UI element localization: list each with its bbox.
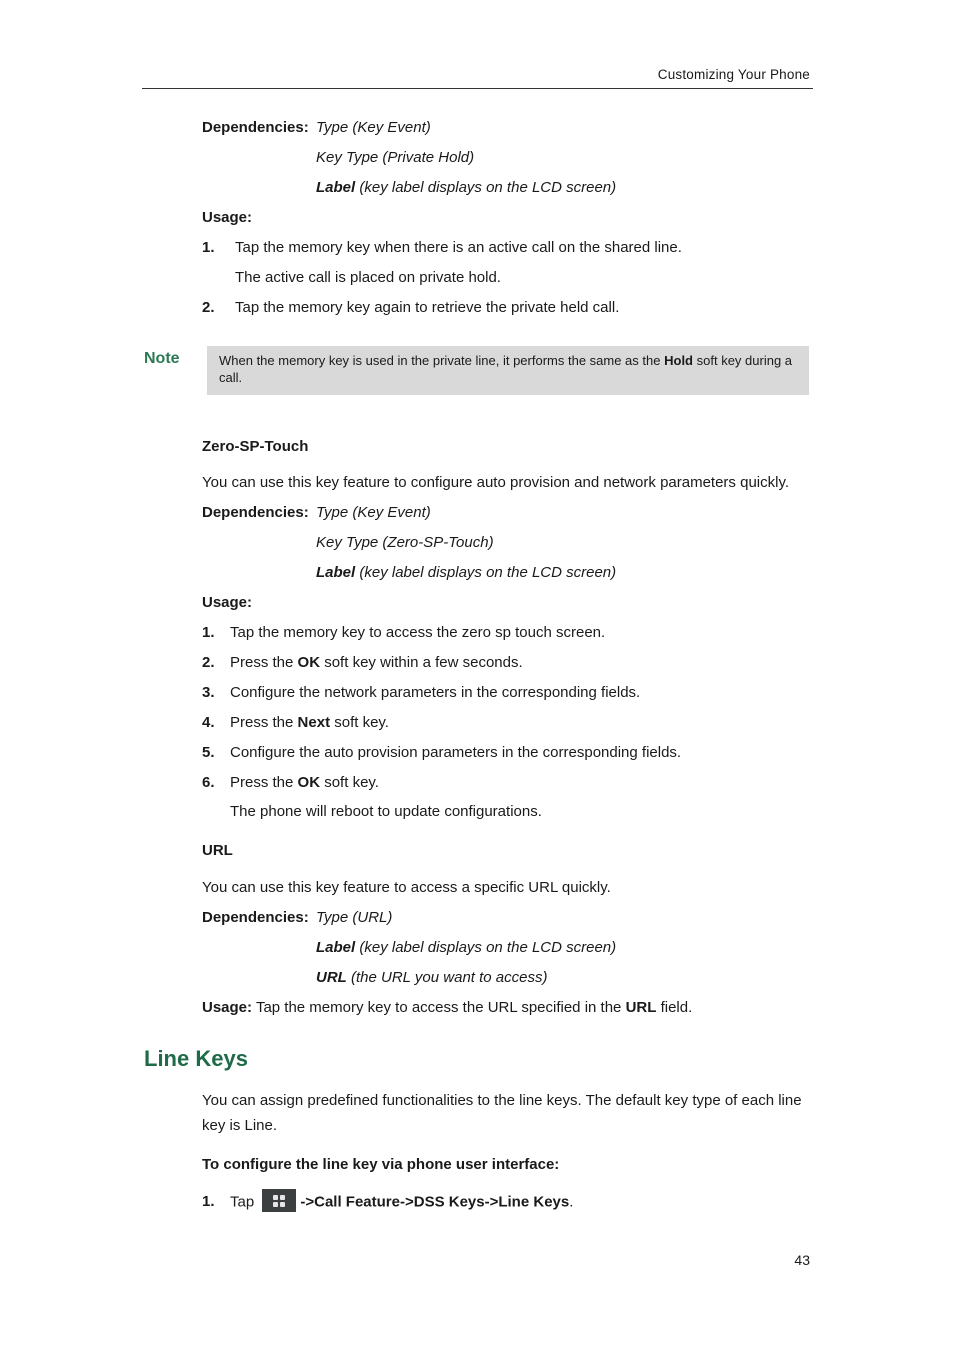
section-heading-line-keys: Line Keys bbox=[144, 1046, 248, 1071]
list-item: 2. Press the OK soft key within a few seconds. bbox=[202, 654, 523, 671]
menu-path: ->Call Feature->DSS Keys->Line Keys bbox=[300, 1193, 570, 1211]
dependency-key-type: Key Type (Private Hold) bbox=[316, 149, 475, 166]
page-number: 43 bbox=[794, 1252, 810, 1268]
note-box bbox=[207, 346, 809, 395]
list-item: 2. Tap the memory key again to retrieve the private held call. bbox=[202, 299, 620, 316]
step-sub-text: The active call is placed on private hold. bbox=[235, 269, 501, 286]
dependency-label: Label (key label displays on the LCD screen) bbox=[316, 179, 617, 196]
menu-grid-icon bbox=[262, 1189, 296, 1212]
url-usage: Usage: Tap the memory key to access the URL specified in the URL field. bbox=[202, 999, 693, 1016]
url-intro: You can use this key feature to access a specific URL quickly. bbox=[202, 879, 611, 896]
line-keys-intro: You can assign predefined functionalities to the line keys. The default key type of each line key is Line. bbox=[202, 1092, 802, 1134]
dependency-type: Type (Key Event) bbox=[316, 119, 431, 136]
dependency-key-type: Key Type (Zero-SP-Touch) bbox=[316, 534, 494, 551]
zero-sp-intro: You can use this key feature to configure auto provision and network parameters quickly. bbox=[202, 474, 789, 491]
list-item: 1. Tap ->Call Feature->DSS Keys->Line Keys. bbox=[202, 1191, 573, 1214]
step-sub-text: The phone will reboot to update configurations. bbox=[230, 803, 542, 820]
subsection-title-url: URL bbox=[202, 842, 233, 859]
list-item: 1. Tap the memory key when there is an active call on the shared line. bbox=[202, 239, 682, 256]
usage-label: Usage: bbox=[202, 594, 253, 611]
list-item: 1. Tap the memory key to access the zero sp touch screen. bbox=[202, 624, 606, 641]
list-item: 4. Press the Next soft key. bbox=[202, 714, 389, 731]
list-item: 5. Configure the auto provision parameters in the corresponding fields. bbox=[202, 744, 682, 761]
dependencies-label: Dependencies: bbox=[202, 119, 309, 136]
note-text: When the memory key is used in the private line, it performs the same as the Hold soft key during a call. bbox=[219, 353, 793, 385]
note-label: Note bbox=[144, 350, 180, 367]
list-item: 3. Configure the network parameters in the corresponding fields. bbox=[202, 684, 641, 701]
dependency-label: Label (key label displays on the LCD screen) bbox=[316, 564, 617, 581]
subsection-title-zero-sp-touch: Zero-SP-Touch bbox=[202, 438, 309, 455]
dependencies-label: Dependencies: bbox=[202, 504, 309, 521]
dependency-label: Label (key label displays on the LCD screen) bbox=[316, 939, 617, 956]
dependency-type: Type (URL) bbox=[316, 909, 393, 926]
dependency-url: URL (the URL you want to access) bbox=[316, 969, 548, 986]
dependencies-label: Dependencies: bbox=[202, 909, 309, 926]
header-rule bbox=[142, 88, 813, 89]
list-item: 6. Press the OK soft key. bbox=[202, 774, 379, 791]
running-header: Customizing Your Phone bbox=[657, 67, 810, 82]
usage-label: Usage: bbox=[202, 209, 253, 226]
procedure-title: To configure the line key via phone user interface: bbox=[202, 1156, 560, 1173]
dependency-type: Type (Key Event) bbox=[316, 504, 431, 521]
